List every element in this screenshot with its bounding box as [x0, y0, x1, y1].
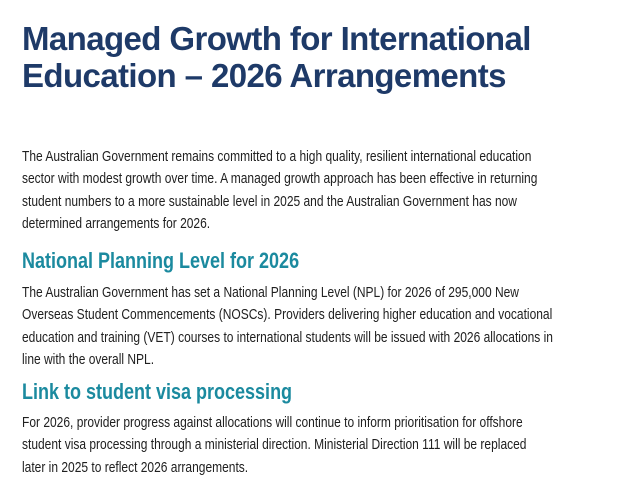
national-planning-level-paragraph — [22, 282, 553, 371]
document-title-line-2: Education – 2026 Arrangements — [22, 57, 506, 94]
document-title-line-1: Managed Growth for International — [22, 20, 531, 57]
npl-paragraph-line: education and training (VET) courses to international students will be issued with 2026 allocations in — [22, 328, 553, 346]
visa-processing-paragraph — [22, 412, 526, 479]
npl-paragraph-line: The Australian Government has set a National Planning Level (NPL) for 2026 of 295,000 New — [22, 284, 519, 301]
section-heading-national-planning-level: National Planning Level for 2026 — [22, 248, 300, 273]
section-heading-visa-processing: Link to student visa processing — [22, 379, 293, 404]
document-title — [22, 20, 531, 94]
npl-paragraph-line: line with the overall NPL. — [22, 350, 155, 368]
visa-paragraph-line: student visa processing through a ministerial direction. Ministerial Direction 111 will be replaced — [22, 436, 527, 454]
intro-paragraph-line: The Australian Government remains committed to a high quality, resilient international education — [22, 148, 532, 165]
intro-paragraph-line: sector with modest growth over time. A managed growth approach has been effective in returning — [22, 170, 538, 188]
intro-paragraph — [22, 146, 537, 235]
npl-paragraph-line: Overseas Student Commencements (NOSCs). Providers delivering higher education and vocational — [22, 306, 553, 324]
intro-paragraph-line: student numbers to a more sustainable level in 2025 and the Australian Government has now — [22, 192, 517, 210]
visa-paragraph-line: For 2026, provider progress against allocations will continue to inform prioritisation for offshore — [22, 414, 523, 431]
visa-paragraph-line: later in 2025 to reflect 2026 arrangements. — [22, 458, 249, 476]
intro-paragraph-line: determined arrangements for 2026. — [22, 214, 211, 232]
